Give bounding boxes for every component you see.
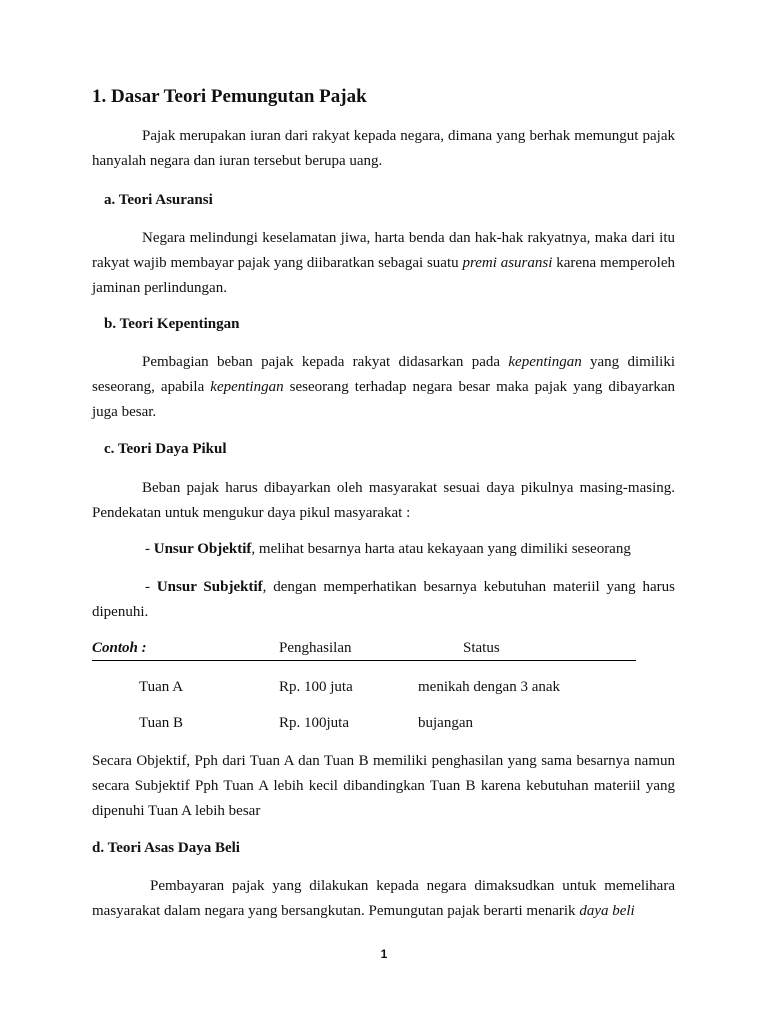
section-c-paragraph: Beban pajak harus dibayarkan oleh masyarakat sesuai daya pikulnya masing-masing. Pendekatan untuk mengukur daya pikul masyarakat : — [92, 480, 675, 521]
table-row-name: Tuan B — [139, 715, 184, 731]
table-header-rule — [92, 660, 636, 661]
section-a-paragraph: Negara melindungi keselamatan jiwa, harta benda dan hak-hak rakyatnya, maka dari itu rakyat wajib membayar pajak yang diibaratkan sebagai suatu premi asuransi karena memperoleh jaminan perlindungan. — [92, 230, 675, 296]
section-b-paragraph: Pembagian beban pajak kepada rakyat didasarkan pada kepentingan yang dimiliki seseorang, apabila kepentingan seseorang terhadap negara besar maka pajak yang dibayarkan juga besar. — [92, 354, 676, 420]
section-a-heading: a. Teori Asuransi — [104, 192, 213, 208]
section-d-heading: d. Teori Asas Daya Beli — [92, 840, 240, 856]
section-d-paragraph: Pembayaran pajak yang dilakukan kepada negara dimaksudkan untuk memelihara masyarakat dalam negara yang bersangkutan. Pemungutan pajak berarti menarik daya beli — [92, 878, 675, 919]
intro-paragraph: Pajak merupakan iuran dari rakyat kepada negara, dimana yang berhak memungut pajak hanyalah negara dan iuran tersebut berupa uang. — [92, 128, 675, 169]
column-header-income: Penghasilan — [279, 640, 352, 656]
page-number: 1 — [380, 947, 388, 961]
column-header-status: Status — [463, 640, 500, 656]
table-row-income: Rp. 100 juta — [279, 679, 353, 695]
section-c-heading: c. Teori Daya Pikul — [104, 441, 227, 457]
table-row-status: menikah dengan 3 anak — [418, 679, 561, 695]
example-label: Contoh : — [92, 640, 147, 656]
example-conclusion: Secara Objektif, Pph dari Tuan A dan Tuan B memiliki penghasilan yang sama besarnya namun secara Subjektif Pph Tuan A lebih kecil dibandingkan Tuan B karena kebutuhan materiil yang dipenuhi Tuan A lebih besar — [92, 753, 675, 819]
table-row-status: bujangan — [418, 715, 473, 731]
section-b-heading: b. Teori Kepentingan — [104, 316, 240, 332]
table-row-income: Rp. 100juta — [279, 715, 349, 731]
bullet-subjective: - Unsur Subjektif, dengan memperhatikan besarnya kebutuhan materiil yang harus dipenuhi. — [92, 579, 676, 620]
page-title: 1. Dasar Teori Pemungutan Pajak — [92, 86, 367, 107]
bullet-objective: - Unsur Objektif, melihat besarnya harta atau kekayaan yang dimiliki seseorang — [145, 541, 631, 557]
table-row-name: Tuan A — [139, 679, 184, 695]
